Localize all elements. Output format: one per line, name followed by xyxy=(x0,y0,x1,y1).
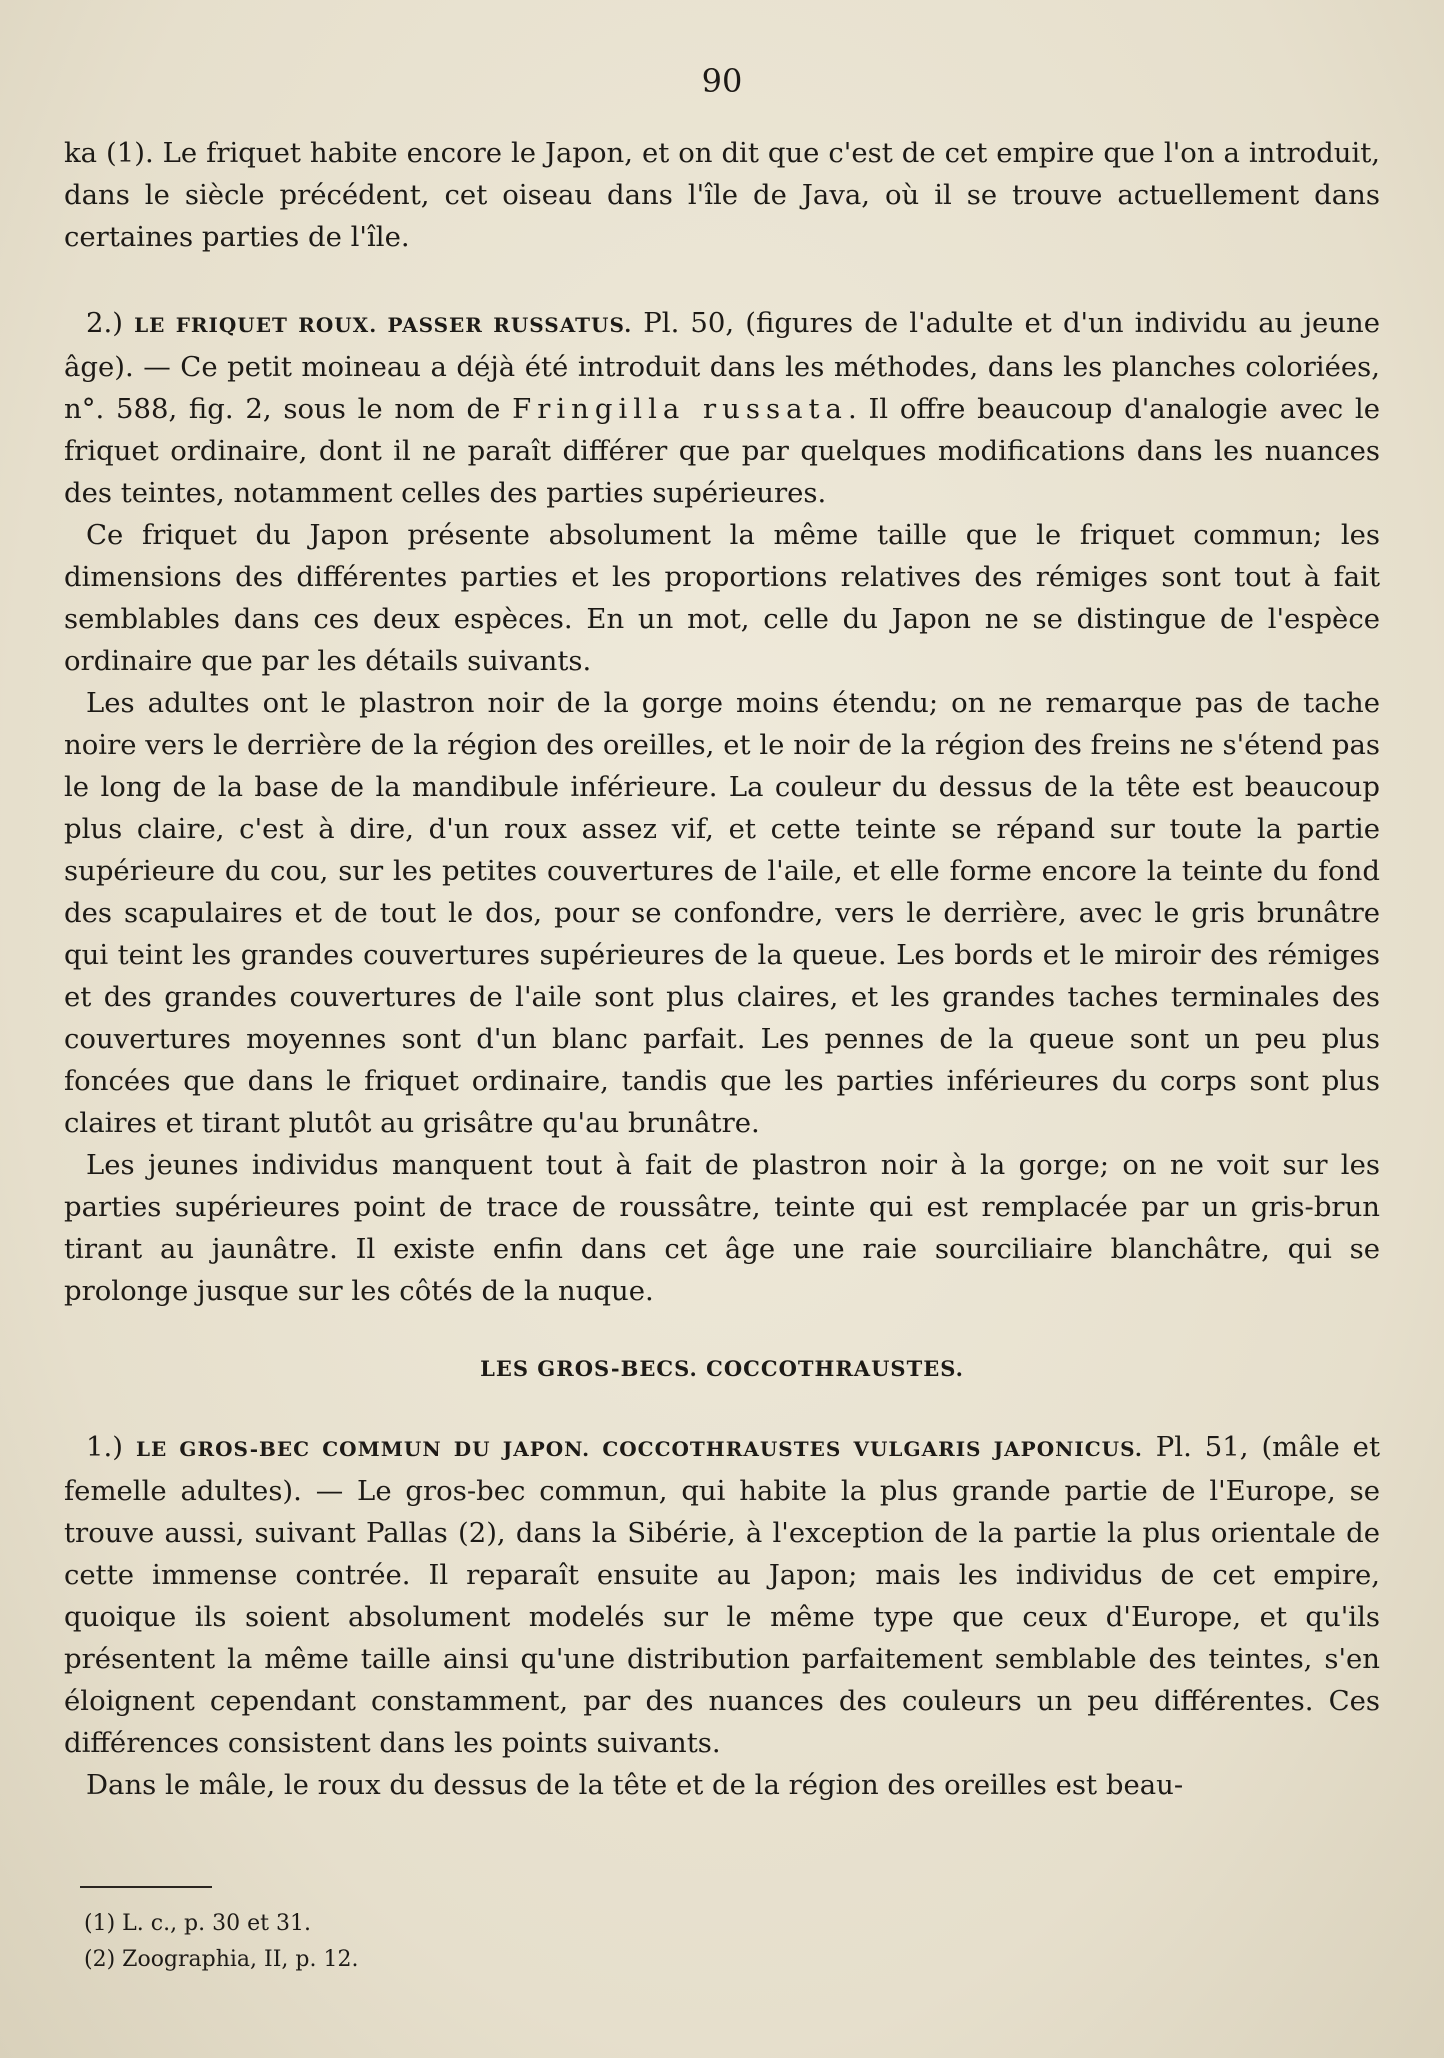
entry-number: 1.) xyxy=(86,1431,123,1463)
paragraph-adults: Les adultes ont le plastron noir de la gorge moins étendu; on ne remarque pas de tache noire vers le derrière de la région des oreilles, et le noir de la région des freins ne s'étend pas le long de la base de la mandibule inférieure. La couleur du dessus de la tête est beaucoup plus claire, c'est à dire, d'un roux assez vif, et cette teinte se répand sur toute la partie supérieure du cou, sur les petites couvertures de l'aile, et elle forme encore la teinte du fond des scapulaires et de tout le dos, pour se confondre, vers le derrière, avec le gris brunâtre qui teint les grandes couvertures supérieures de la queue. Les bords et le miroir des rémiges et des grandes couvertures de l'aile sont plus claires, et les grandes taches terminales des couvertures moyennes sont d'un blanc parfait. Les pennes de la queue sont un peu plus foncées que dans le friquet ordinaire, tandis que les parties inférieures du corps sont plus claires et tirant plutôt au grisâtre qu'au brunâtre. xyxy=(64,687,1380,1139)
entry-number: 2.) xyxy=(86,307,123,339)
footnotes xyxy=(84,1906,358,1978)
footnote: (1) L. c., p. 30 et 31. xyxy=(84,1911,311,1936)
paragraph-friquet-continuation: ka (1). Le friquet habite encore le Japon, et on dit que c'est de cet empire que l'on a introduit, dans le siècle précédent, cet oiseau dans l'île de Java, où il se trouve actuellement dans certaines parties de l'île. xyxy=(64,137,1380,253)
paragraph-male: Dans le mâle, le roux du dessus de la tête et de la région des oreilles est beau- xyxy=(86,1769,1184,1801)
paragraph-gros-bec: 1.) LE GROS-BEC COMMUN DU JAPON. COCCOTHRAUSTES VULGARIS JAPONICUS. Pl. 51, (mâle et femelle adultes). — Le gros-bec commun, qui habite la plus grande partie de l'Europe, se trouve aussi, suivant Pallas (2), dans la Sibérie, à l'exception de la partie la plus orientale de cette immense contrée. Il reparaît ensuite au Japon; mais les individus de cet empire, quoique ils soient absolument modelés sur le même type que ceux d'Europe, et qu'ils présentent la même taille ainsi qu'une distribution parfaitement semblable des teintes, s'en éloignent cependant constamment, par des nuances des couleurs un peu différentes. Ces différences consistent dans les points suivants. xyxy=(64,1431,1380,1759)
paragraph-japan-comparison: Ce friquet du Japon présente absolument la même taille que le friquet commun; les dimensions des différentes parties et les proportions relatives des rémiges sont tout à fait semblables dans ces deux espèces. En un mot, celle du Japon ne se distingue de l'espèce ordinaire que par les détails suivants. xyxy=(64,519,1380,677)
paragraph-young: Les jeunes individus manquent tout à fait de plastron noir à la gorge; on ne voit sur les parties supérieures point de trace de roussâtre, teinte qui est remplacée par un gris-brun tirant au jaunâtre. Il existe enfin dans cet âge une raie sourciliaire blanchâtre, qui se prolonge jusque sur les côtés de la nuque. xyxy=(64,1149,1380,1307)
footnote-rule xyxy=(80,1886,212,1888)
paragraph-friquet-roux: 2.) LE FRIQUET ROUX. PASSER RUSSATUS. Pl. 50, (figures de l'adulte et d'un individu au jeune âge). — Ce petit moineau a déjà été introduit dans les méthodes, dans les planches coloriées, n°. 588, fig. 2, sous le nom de Fringilla russata. Il offre beaucoup d'analogie avec le friquet ordinaire, dont il ne paraît différer que par quelques modifications dans les nuances des teintes, notamment celles des parties supérieures. xyxy=(64,307,1380,509)
latin-name: Fringilla russata xyxy=(512,393,848,425)
species-heading: LE FRIQUET ROUX. PASSER RUSSATUS. xyxy=(134,313,633,337)
footnote: (2) Zoographia, II, p. 12. xyxy=(84,1947,359,1972)
section-heading: LES GROS-BECS. COCCOTHRAUSTES. xyxy=(480,1356,964,1381)
page-number: 90 xyxy=(701,62,743,100)
species-heading: LE GROS-BEC COMMUN DU JAPON. COCCOTHRAUSTES VULGARIS JAPONICUS. xyxy=(135,1437,1143,1461)
body-text xyxy=(64,132,1380,1806)
